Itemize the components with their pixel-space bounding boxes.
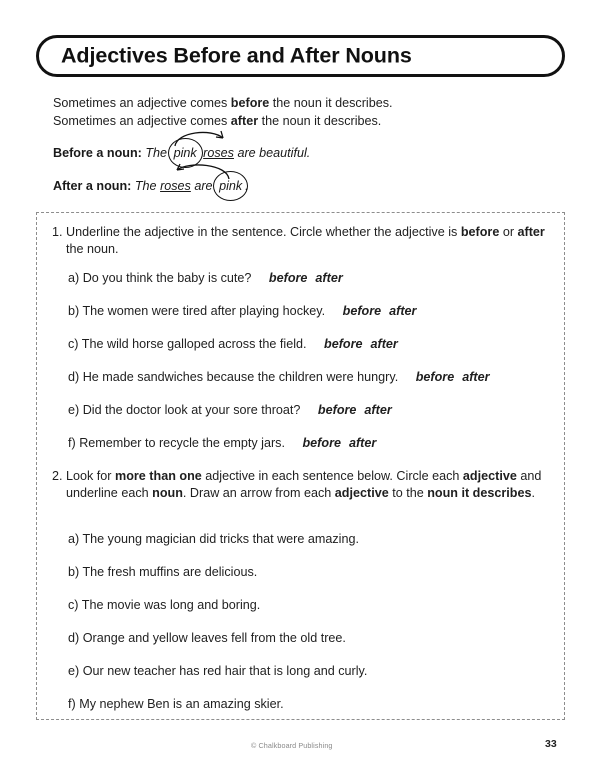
intro-line-1-post: the noun it describes. xyxy=(269,96,393,110)
option-after[interactable]: after xyxy=(370,337,398,351)
intro-line-1-bold: before xyxy=(230,96,270,110)
example-1-label: Before a noun: xyxy=(53,146,142,160)
intro-line-2 xyxy=(53,112,553,130)
item-sentence: The fresh muffins are delicious. xyxy=(82,565,258,579)
example-2-sentence xyxy=(131,179,248,193)
question-1-item-b xyxy=(68,303,416,320)
intro-line-2-post: the noun it describes. xyxy=(258,114,382,128)
question-2 xyxy=(52,468,552,502)
footer-credit: © Chalkboard Publishing xyxy=(251,741,333,750)
item-sentence: My nephew Ben is an amazing skier. xyxy=(79,697,284,711)
example-1-post: are beautiful. xyxy=(233,146,311,160)
item-letter: c) xyxy=(68,337,79,351)
item-sentence: Our new teacher has red hair that is long and curly. xyxy=(82,664,368,678)
question-1 xyxy=(52,224,552,258)
question-1-item-e xyxy=(68,402,392,419)
item-sentence: Orange and yellow leaves fell from the old tree. xyxy=(82,631,346,645)
intro-line-1-pre: Sometimes an adjective comes xyxy=(53,96,231,110)
item-letter: b) xyxy=(68,304,80,318)
item-sentence: The young magician did tricks that were amazing. xyxy=(82,532,359,546)
q2-prompt-2: adjective in each sentence below. Circle each xyxy=(201,469,463,483)
q1-prompt-bold-2: after xyxy=(517,225,545,239)
example-2-post: . xyxy=(245,179,249,193)
answer-options[interactable] xyxy=(269,270,343,287)
example-1-sentence xyxy=(142,146,310,160)
item-sentence: Remember to recycle the empty jars. xyxy=(79,436,285,450)
q1-prompt-bold-1: before xyxy=(460,225,500,239)
page-title: Adjectives Before and After Nouns xyxy=(61,43,412,68)
answer-options[interactable] xyxy=(343,303,417,320)
question-2-prompt xyxy=(52,468,552,502)
item-letter: e) xyxy=(68,403,80,417)
q2-prompt-1: Look for xyxy=(66,469,116,483)
question-1-item-d xyxy=(68,369,490,386)
item-sentence: The women were tired after playing hockey. xyxy=(82,304,326,318)
question-2-item-e xyxy=(68,663,367,680)
example-2-circled-text: pink xyxy=(219,179,243,193)
option-after[interactable]: after xyxy=(364,403,392,417)
q2-prompt-bold-4: adjective xyxy=(334,486,389,500)
answer-options[interactable] xyxy=(318,402,392,419)
item-letter: a) xyxy=(68,532,80,546)
option-after[interactable]: after xyxy=(389,304,417,318)
example-1-circled-adjective xyxy=(171,143,200,163)
question-2-item-a xyxy=(68,531,359,548)
q2-prompt-6: . xyxy=(531,486,535,500)
example-2-label: After a noun: xyxy=(53,179,132,193)
question-1-prompt xyxy=(52,224,552,258)
option-before[interactable]: before xyxy=(268,271,308,285)
question-2-item-d xyxy=(68,630,346,647)
q2-prompt-bold-1: more than one xyxy=(115,469,202,483)
footer-page-number: 33 xyxy=(545,738,557,750)
example-2-circled-adjective xyxy=(216,176,245,196)
option-before[interactable]: before xyxy=(317,403,357,417)
q1-prompt-3: the noun. xyxy=(66,242,119,256)
q2-prompt-bold-2: adjective xyxy=(462,469,517,483)
answer-options[interactable] xyxy=(302,435,376,452)
option-before[interactable]: before xyxy=(302,436,341,450)
q2-prompt-5: to the xyxy=(388,486,428,500)
intro-line-2-bold: after xyxy=(230,114,259,128)
item-sentence: He made sandwiches because the children were hungry. xyxy=(82,370,399,384)
intro-section xyxy=(53,94,553,196)
example-2-underlined-noun: roses xyxy=(160,179,191,193)
question-1-number: 1. xyxy=(52,225,63,239)
option-before[interactable]: before xyxy=(415,370,455,384)
question-2-number: 2. xyxy=(52,469,63,483)
option-after[interactable]: after xyxy=(462,370,490,384)
item-sentence: Did the doctor look at your sore throat? xyxy=(82,403,301,417)
q1-prompt-2: or xyxy=(499,225,518,239)
item-letter: f) xyxy=(68,697,76,711)
example-2-mid: are xyxy=(190,179,217,193)
question-1-item-f xyxy=(68,435,376,452)
question-1-item-c xyxy=(68,336,398,353)
example-1-underlined-noun: roses xyxy=(203,146,234,160)
example-before-a-noun xyxy=(53,143,553,163)
question-2-item-f xyxy=(68,696,284,713)
item-letter: a) xyxy=(68,271,80,285)
example-1-pre: The xyxy=(145,146,171,160)
question-1-item-a xyxy=(68,270,343,287)
intro-line-2-pre: Sometimes an adjective comes xyxy=(53,114,231,128)
option-after[interactable]: after xyxy=(348,436,377,450)
q2-prompt-bold-3: noun xyxy=(152,486,183,500)
intro-line-1 xyxy=(53,94,553,112)
item-letter: d) xyxy=(68,370,80,384)
option-before[interactable]: before xyxy=(342,304,382,318)
q2-prompt-4: . Draw an arrow from each xyxy=(182,486,335,500)
item-letter: b) xyxy=(68,565,80,579)
example-after-a-noun xyxy=(53,176,553,196)
q2-prompt-3: and underline each xyxy=(66,469,542,500)
title-banner xyxy=(36,35,565,77)
item-letter: c) xyxy=(68,598,79,612)
item-sentence: The movie was long and boring. xyxy=(81,598,261,612)
item-sentence: The wild horse galloped across the field. xyxy=(81,337,307,351)
q1-prompt-1: Underline the adjective in the sentence. Circle whether the adjective is xyxy=(66,225,461,239)
option-before[interactable]: before xyxy=(324,337,363,351)
question-2-item-c xyxy=(68,597,260,614)
item-sentence: Do you think the baby is cute? xyxy=(82,271,252,285)
example-2-pre: The xyxy=(134,179,161,193)
example-1-circled-text: pink xyxy=(173,146,197,160)
item-letter: f) xyxy=(68,436,76,450)
answer-options[interactable] xyxy=(416,369,490,386)
answer-options[interactable] xyxy=(324,336,398,353)
q2-prompt-bold-5: noun it describes xyxy=(427,486,532,500)
option-after[interactable]: after xyxy=(315,271,343,285)
item-letter: d) xyxy=(68,631,80,645)
item-letter: e) xyxy=(68,664,80,678)
question-2-item-b xyxy=(68,564,257,581)
